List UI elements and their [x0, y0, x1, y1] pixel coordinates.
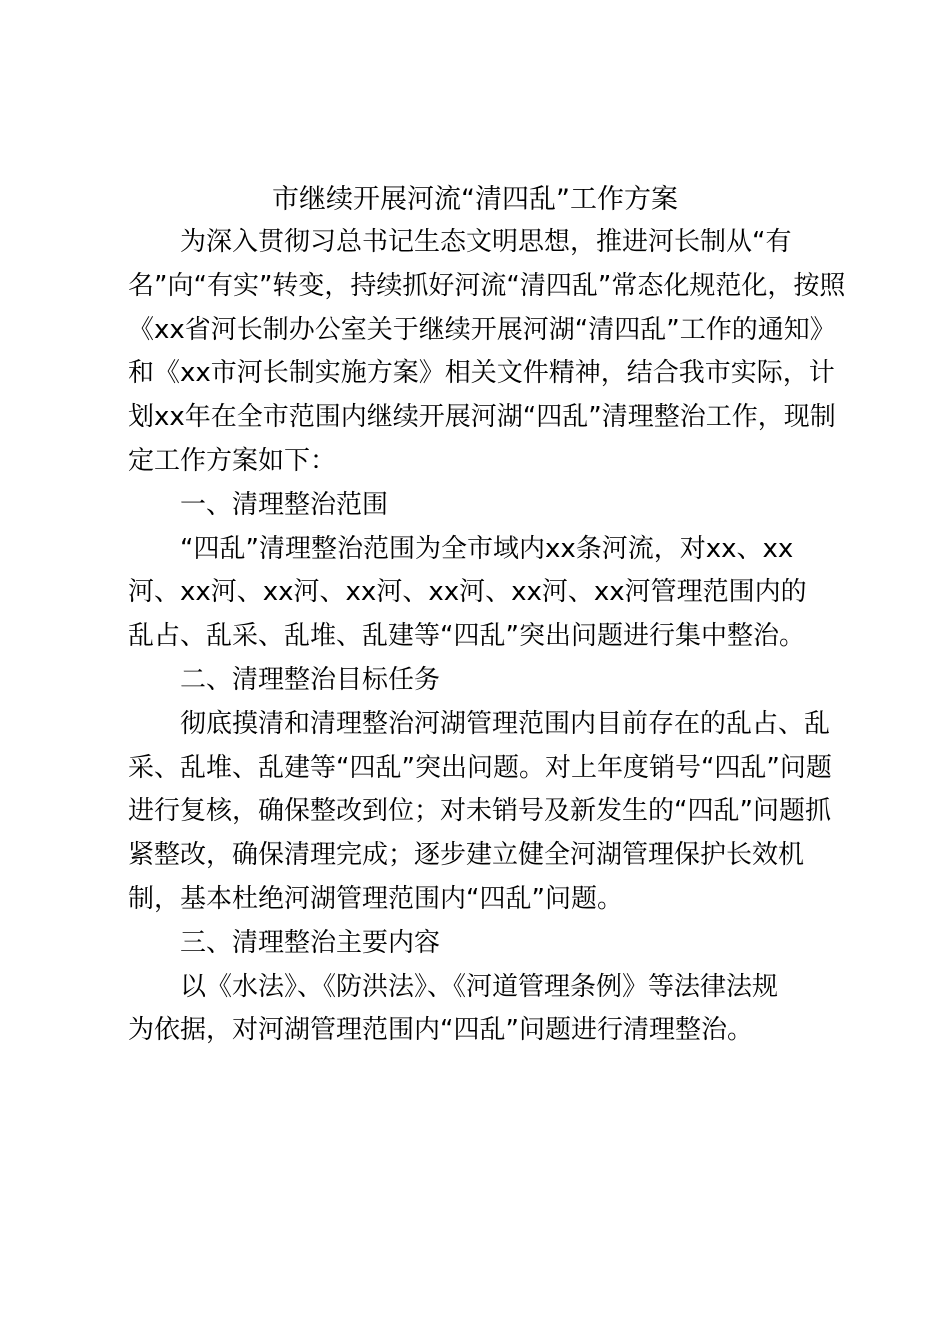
paragraph-content-line: 为依据，对河湖管理范围内“四乱”问题进行清理整治。 — [128, 1015, 753, 1046]
paragraph-scope-line: “四乱”清理整治范围为全市域内xx条河流，对xx、xx — [180, 533, 794, 564]
paragraph-goals-line: 彻底摸清和清理整治河湖管理范围内目前存在的乱占、乱 — [180, 708, 831, 739]
paragraph-intro-line: 为深入贯彻习总书记生态文明思想，推进河长制从“有 — [180, 227, 792, 257]
paragraph-goals-line: 采、乱堆、乱建等“四乱”突出问题。对上年度销号“四乱”问题 — [128, 752, 832, 783]
paragraph-goals-line: 制，基本杜绝河湖管理范围内“四乱”问题。 — [128, 883, 623, 914]
paragraph-goals-line: 紧整改，确保清理完成；逐步建立健全河湖管理保护长效机 — [128, 840, 805, 871]
section-heading-content: 三、清理整治主要内容 — [180, 927, 441, 958]
paragraph-intro-line: 名”向“有实”转变，持续抓好河流“清四乱”常态化规范化，按照 — [128, 270, 846, 301]
section-heading-goals: 二、清理整治目标任务 — [180, 664, 441, 695]
paragraph-intro-line: 和《xx市河长制实施方案》相关文件精神，结合我市实际，计 — [128, 358, 835, 389]
paragraph-intro-line: 划xx年在全市范围内继续开展河湖“四乱”清理整治工作，现制 — [128, 402, 836, 433]
paragraph-intro-line: 定工作方案如下： — [128, 445, 337, 476]
paragraph-goals-line: 进行复核，确保整改到位；对未销号及新发生的“四乱”问题抓 — [128, 796, 831, 827]
paragraph-scope-line: 河、xx河、xx河、xx河、xx河、xx河、xx河管理范围内的 — [128, 577, 807, 608]
section-heading-scope: 一、清理整治范围 — [180, 489, 389, 520]
paragraph-intro-line: 《xx省河长制办公室关于继续开展河湖“清四乱”工作的通知》 — [128, 314, 836, 345]
paragraph-content-line: 以《水法》、《防洪法》、《河道管理条例》等法律法规 — [180, 971, 779, 1002]
document-body — [128, 221, 846, 1053]
paragraph-scope-line: 乱占、乱采、乱堆、乱建等“四乱”突出问题进行集中整治。 — [128, 621, 805, 652]
document-title: 市继续开展河流“清四乱”工作方案 — [272, 184, 678, 215]
